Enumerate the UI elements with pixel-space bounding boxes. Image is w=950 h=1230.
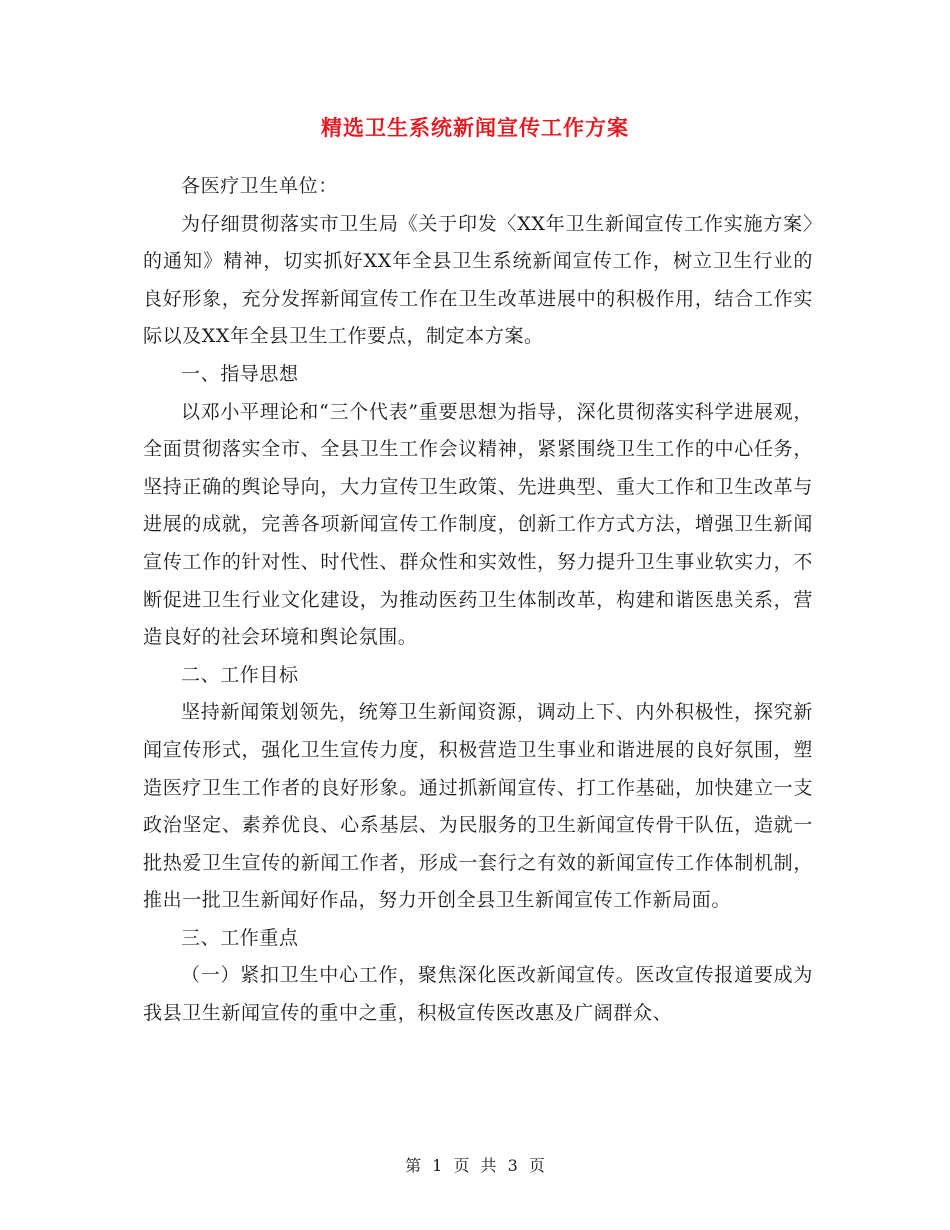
document-body <box>143 168 813 1033</box>
section-heading-work-goals: 二、工作目标 <box>181 663 299 686</box>
work-focus-paragraph: （一）紧扣卫生中心工作，聚焦深化医改新闻宣传。医改宣传报道要成为我县卫生新闻宣传的重中之重，积极宣传医改惠及广阔群众、 <box>143 964 813 1025</box>
guiding-ideology-paragraph: 以邓小平理论和“三个代表”重要思想为指导，深化贯彻落实科学进展观，全面贯彻落实全市、全县卫生工作会议精神，紧紧围绕卫生工作的中心任务，坚持正确的舆论导向，大力宣传卫生政策、先进典型、重大工作和卫生改革与进展的成就，完善各项新闻宣传工作制度，创新工作方式方法，增强卫生新闻宣传工作的针对性、时代性、群众性和实效性，努力提升卫生事业软实力，不断促进卫生行业文化建设，为推动医药卫生体制改革，构建和谐医患关系，营造良好的社会环境和舆论氛围。 <box>143 400 813 649</box>
page-number-footer: 第 1 页 共 3 页 <box>405 1156 545 1175</box>
salutation: 各医疗卫生单位： <box>181 175 338 197</box>
section-heading-guiding-ideology: 一、指导思想 <box>181 362 299 385</box>
document-title: 精选卫生系统新闻宣传工作方案 <box>321 115 629 140</box>
intro-paragraph: 为仔细贯彻落实市卫生局《关于印发〈XX年卫生新闻宣传工作实施方案〉的通知》精神，切实抓好XX年全县卫生系统新闻宣传工作，树立卫生行业的良好形象，充分发挥新闻宣传工作在卫生改革进展中的积极作用，结合工作实际以及XX年全县卫生工作要点，制定本方案。 <box>143 212 813 348</box>
section-heading-work-focus: 三、工作重点 <box>181 926 299 949</box>
work-goals-paragraph: 坚持新闻策划领先，统筹卫生新闻资源，调动上下、内外积极性，探究新闻宣传形式，强化卫生宣传力度，积极营造卫生事业和谐进展的良好氛围，塑造医疗卫生工作者的良好形象。通过抓新闻宣传、打工作基础，加快建立一支政治坚定、素养优良、心系基层、为民服务的卫生新闻宣传骨干队伍，造就一批热爱卫生宣传的新闻工作者，形成一套行之有效的新闻宣传工作体制机制，推出一批卫生新闻好作品，努力开创全县卫生新闻宣传工作新局面。 <box>143 701 813 912</box>
